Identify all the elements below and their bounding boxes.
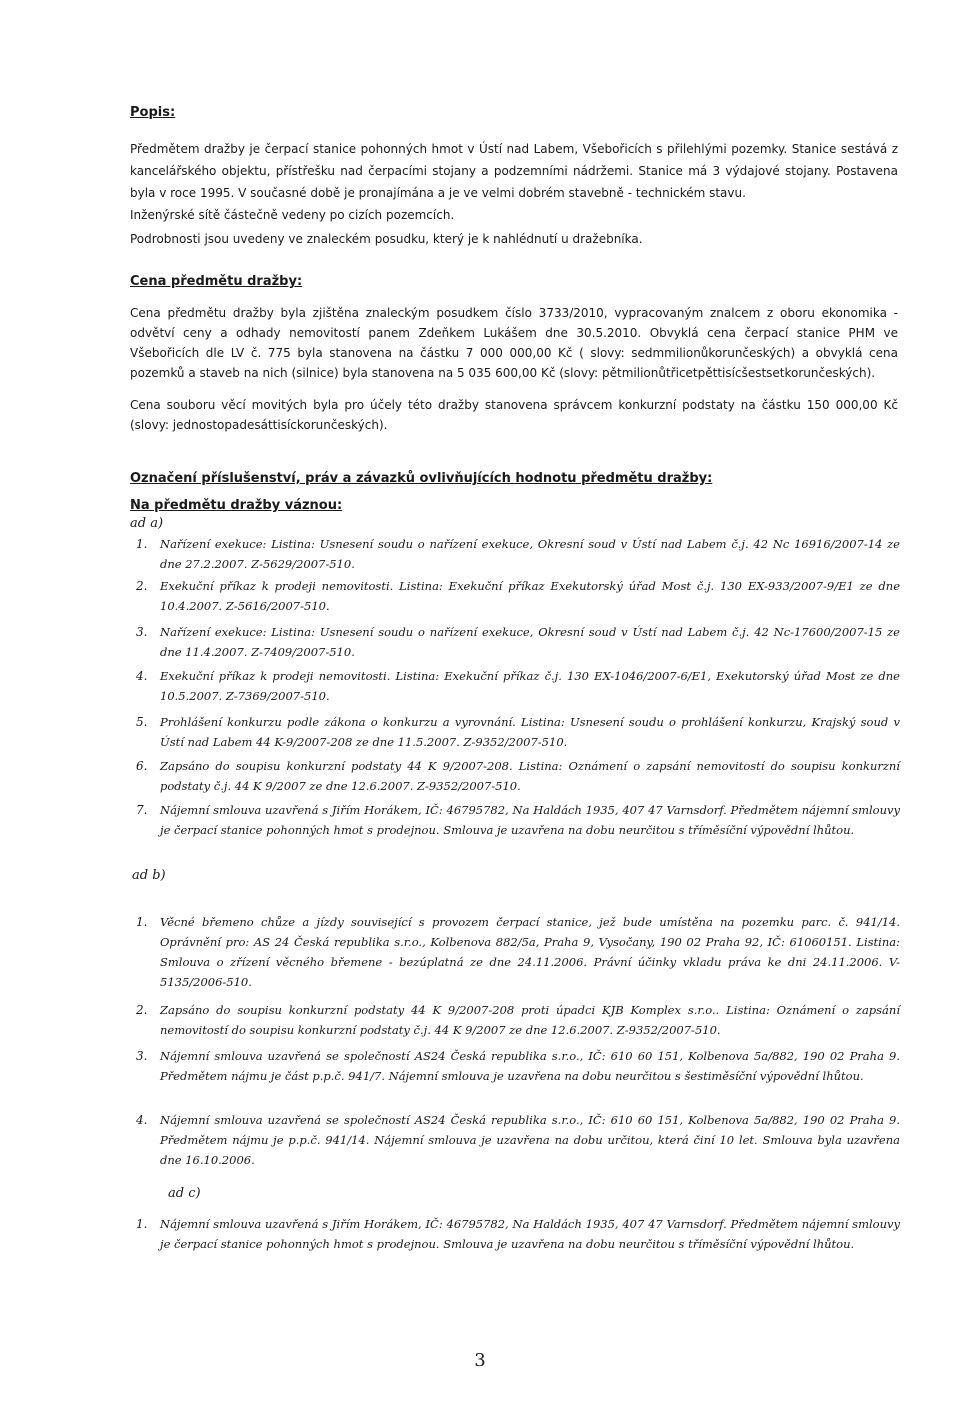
list-item <box>136 1214 900 1254</box>
item-number: 4. <box>136 669 148 683</box>
section-cena <box>130 273 898 435</box>
oznaceni-heading: Označení příslušenství, práv a závazků ovlivňujících hodnotu předmětu dražby: <box>130 471 713 486</box>
cena-heading: Cena předmětu dražby: <box>130 274 303 289</box>
item-text: Zapsáno do soupisu konkurzní podstaty 44 K 9/2007-208. Listina: Oznámení o zapsání nemovitostí do soupisu konkurzní podstaty č.j. 44 K 9/2007 ze dne 12.6.2007. Z-9352/2007-510. <box>160 759 900 793</box>
popis-paragraph-3: Podrobnosti jsou uvedeny ve znaleckém posudku, který je k nahlédnutí u dražebníka. <box>130 232 643 246</box>
list-item <box>136 912 900 992</box>
item-number: 6. <box>136 759 148 773</box>
item-number: 2. <box>136 579 148 593</box>
item-number: 4. <box>136 1113 148 1127</box>
list-item <box>136 534 900 574</box>
list-item <box>136 756 900 796</box>
item-text: Zapsáno do soupisu konkurzní podstaty 44 K 9/2007-208 proti úpadci KJB Komplex s.r.o.. Listina: Oznámení o zapsání nemovitostí do soupisu konkurzní podstaty č.j. 44 K 9/2007 ze dne 12.6.2007. Z-9352/2007-510. <box>160 1003 900 1037</box>
item-text: Exekuční příkaz k prodeji nemovitosti. Listina: Exekuční příkaz č.j. 130 EX-1046/2007-6/E1, Exekutorský úřad Most ze dne 10.5.2007. Z-7369/2007-510. <box>160 669 900 703</box>
item-number: 7. <box>136 803 148 817</box>
item-number: 1. <box>136 1217 148 1231</box>
item-text: Nájemní smlouva uzavřená s Jiřím Horákem, IČ: 46795782, Na Haldách 1935, 407 47 Varnsdorf. Předmětem nájemní smlouvy je čerpací stanice pohonných hmot s prodejnou. Smlouva je uzavřena na dobu neurčitou s tříměsíční výpovědní lhůtou. <box>160 803 900 837</box>
list-item <box>136 1046 900 1086</box>
oznaceni-subheading: Na předmětu dražby váznou: <box>130 498 343 513</box>
ad-b-label: ad b) <box>132 868 166 883</box>
item-number: 5. <box>136 715 148 729</box>
item-text: Nájemní smlouva uzavřená s Jiřím Horákem, IČ: 46795782, Na Haldách 1935, 407 47 Varnsdorf. Předmětem nájemní smlouvy je čerpací stanice pohonných hmot s prodejnou. Smlouva je uzavřena na dobu neurčitou s tříměsíční výpovědní lhůtou. <box>160 1217 900 1251</box>
item-text: Nájemní smlouva uzavřená se společností AS24 Česká republika s.r.o., IČ: 610 60 151, Kolbenova 5a/882, 190 02 Praha 9. Předmětem nájmu je část p.p.č. 941/7. Nájemní smlouva je uzavřena na dobu neurčitou s šestiměsíční výpovědní lhůtou. <box>160 1049 900 1083</box>
list-item <box>136 622 900 662</box>
item-number: 3. <box>136 1049 148 1063</box>
ad-c-label: ad c) <box>168 1186 201 1201</box>
item-text: Nájemní smlouva uzavřená se společností AS24 Česká republika s.r.o., IČ: 610 60 151, Kolbenova 5a/882, 190 02 Praha 9. Předmětem nájmu je p.p.č. 941/14. Nájemní smlouva je uzavřena na dobu určitou, která činí 10 let. Smlouva byla uzavřena dne 16.10.2006. <box>160 1113 900 1167</box>
item-text: Exekuční příkaz k prodeji nemovitosti. Listina: Exekuční příkaz Exekutorský úřad Most č.j. 130 EX-933/2007-9/E1 ze dne 10.4.2007. Z-5616/2007-510. <box>160 579 900 613</box>
cena-paragraph-2: Cena souboru věcí movitých byla pro účely této dražby stanovena správcem konkurzní podstaty na částku 150 000,00 Kč (slovy: jednostopadesáttisíckorunčeských). <box>130 398 898 432</box>
ad-a-label: ad a) <box>130 516 164 531</box>
item-number: 1. <box>136 537 148 551</box>
page-number: 3 <box>474 1350 486 1371</box>
section-popis <box>130 104 898 250</box>
item-number: 3. <box>136 625 148 639</box>
item-text: Věcné břemeno chůze a jízdy související s provozem čerpací stanice, jež bude umístěna na pozemku parc. č. 941/14. Oprávnění pro: AS 24 Česká republika s.r.o., Kolbenova 882/5a, Praha 9, Vysočany, 190 02 Praha 92, IČ: 61060151. Listina: Smlouva o zřízení věcného břemene - bezúplatná ze dne 24.11.2006. Právní účinky vkladu práva ke dni 24.11.2006. V-5135/2006-510. <box>160 915 900 989</box>
popis-heading: Popis: <box>130 105 176 120</box>
cena-paragraph-1: Cena předmětu dražby byla zjištěna znaleckým posudkem číslo 3733/2010, vypracovaným znalcem z oboru ekonomika - odvětví ceny a odhady nemovitostí panem Zdeňkem Lukášem dne 30.5.2010. Obvyklá cena čerpací stanice PHM ve Všebořicích dle LV č. 775 byla stanovena na částku 7 000 000,00 Kč ( slovy: sedmmilionůkorunčeských) a obvyklá cena pozemků a staveb na nich (silnice) byla stanovena na 5 035 600,00 Kč (slovy: pětmilionůtřicetpěttisícšestsetkorunčeských). <box>130 306 898 380</box>
popis-paragraph-2: Inženýrské sítě částečně vedeny po cizích pozemcích. <box>130 208 455 222</box>
popis-paragraph-1: Předmětem dražby je čerpací stanice pohonných hmot v Ústí nad Labem, Všebořicích s přilehlými pozemky. Stanice sestává z kancelářského objektu, přístřešku nad čerpacími stojany a podzemními nádržemi. Stanice má 3 výdajové stojany. Postavena byla v roce 1995. V současné době je pronajímána a je ve velmi dobrém stavebně - technickém stavu. <box>130 142 898 200</box>
list-item <box>136 576 900 616</box>
item-number: 2. <box>136 1003 148 1017</box>
item-number: 1. <box>136 915 148 929</box>
section-oznaceni <box>130 470 898 531</box>
list-item <box>136 1000 900 1040</box>
list-item <box>136 800 900 840</box>
list-item <box>136 666 900 706</box>
item-text: Prohlášení konkurzu podle zákona o konkurzu a vyrovnání. Listina: Usnesení soudu o prohlášení konkurzu, Krajský soud v Ústí nad Labem 44 K-9/2007-208 ze dne 11.5.2007. Z-9352/2007-510. <box>160 715 900 749</box>
list-item <box>136 1110 900 1170</box>
list-item <box>136 712 900 752</box>
item-text: Nařízení exekuce: Listina: Usnesení soudu o nařízení exekuce, Okresní soud v Ústí nad Labem č.j. 42 Nc 16916/2007-14 ze dne 27.2.2007. Z-5629/2007-510. <box>160 537 900 571</box>
item-text: Nařízení exekuce: Listina: Usnesení soudu o nařízení exekuce, Okresní soud v Ústí nad Labem č.j. 42 Nc-17600/2007-15 ze dne 11.4.2007. Z-7409/2007-510. <box>160 625 900 659</box>
